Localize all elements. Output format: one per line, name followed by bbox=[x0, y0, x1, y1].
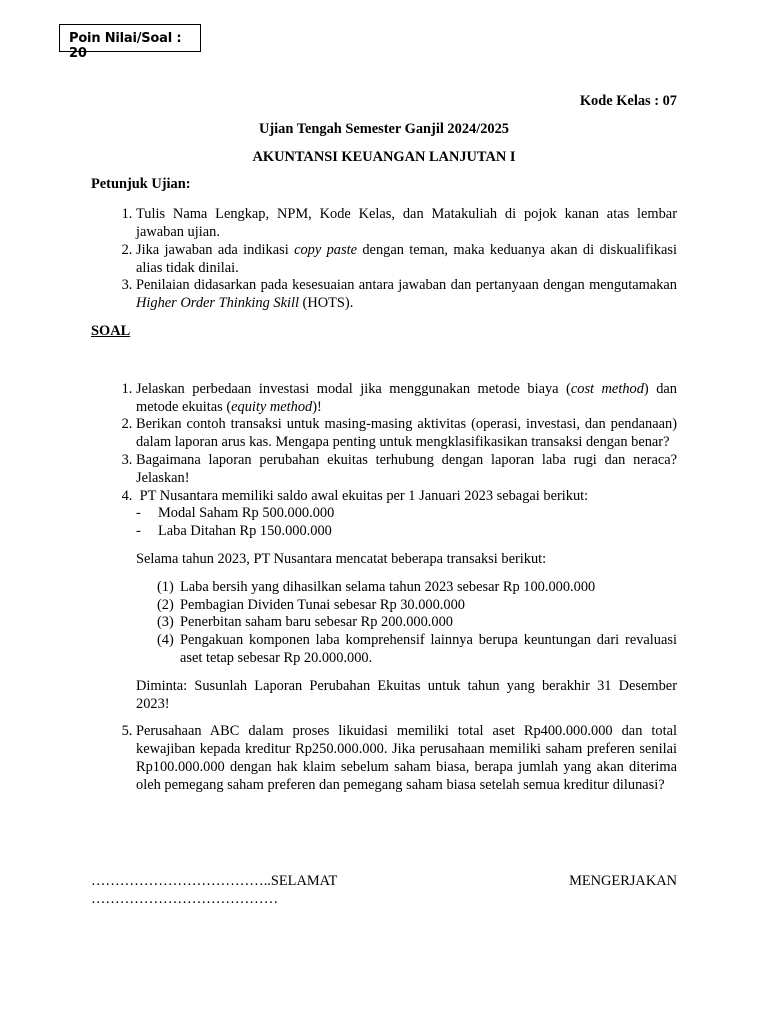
soal-item-4 bbox=[136, 488, 677, 714]
petunjuk-heading: Petunjuk Ujian: bbox=[91, 176, 191, 193]
soal-item-3: 3. Bagaimana laporan perubahan ekuitas terhubung dengan laporan laba rugi dan neraca? Jelaskan! bbox=[136, 452, 677, 488]
transaksi-item: (2) Pembagian Dividen Tunai sebesar Rp 30.000.000 bbox=[157, 596, 465, 613]
soal-item-5: 5. Perusahaan ABC dalam proses likuidasi memiliki total aset Rp400.000.000 dan total kewajiban kepada kreditur Rp250.000.000. Jika perusahaan memiliki saham preferen senilai Rp100.000.000 dengan hak klaim sebelum saham biasa, berapa jumlah yang akan diterima oleh pemegang saham preferen dan pemegang saham biasa setelah semua kreditur dilunasi? bbox=[136, 723, 677, 794]
q4-intro: PT Nusantara memiliki saldo awal ekuitas per 1 Januari 2023 sebagai berikut: bbox=[139, 487, 589, 504]
soal-heading: SOAL bbox=[91, 322, 131, 339]
footer-right: MENGERJAKAN bbox=[569, 873, 677, 889]
footer-dots: ………………………………… bbox=[91, 891, 279, 907]
poin-nilai-box: Poin Nilai/Soal : 20 bbox=[59, 24, 201, 52]
q4-diminta: Diminta: Susunlah Laporan Perubahan Ekuitas untuk tahun yang berakhir 31 Desember 2023! bbox=[136, 677, 677, 712]
soal-item-2: 2. Berikan contoh transaksi untuk masing-masing aktivitas (operasi, investasi, dan pendanaan) dalam laporan arus kas. Mengapa penting untuk mengklasifikasikan transaksi dengan benar? bbox=[136, 416, 677, 452]
petunjuk-list bbox=[91, 206, 677, 313]
exam-title: Ujian Tengah Semester Ganjil 2024/2025 bbox=[259, 120, 509, 137]
saldo-item: - Modal Saham Rp 500.000.000 bbox=[158, 505, 677, 523]
transaksi-item: (4) Pengakuan komponen laba komprehensif lainnya berupa keuntungan dari revaluasi aset tetap sebesar Rp 20.000.000. bbox=[157, 632, 677, 666]
saldo-list bbox=[136, 505, 677, 541]
saldo-item: - Laba Ditahan Rp 150.000.000 bbox=[158, 523, 677, 541]
q4-trans-intro: Selama tahun 2023, PT Nusantara mencatat beberapa transaksi berikut: bbox=[136, 550, 547, 567]
petunjuk-item: 1. Tulis Nama Lengkap, NPM, Kode Kelas, dan Matakuliah di pojok kanan atas lembar jawaban ujian. bbox=[136, 206, 677, 242]
exam-document bbox=[91, 93, 677, 795]
transaksi-item: (3) Penerbitan saham baru sebesar Rp 200.000.000 bbox=[157, 614, 453, 631]
petunjuk-item: 2. Jika jawaban ada indikasi copy paste dengan teman, maka keduanya akan di diskualifikasi alias tidak dinilai. bbox=[136, 242, 677, 278]
soal-list bbox=[91, 381, 677, 795]
kode-kelas: Kode Kelas : 07 bbox=[579, 93, 677, 109]
footer-closing bbox=[91, 872, 677, 908]
petunjuk-item: 3. Penilaian didasarkan pada kesesuaian antara jawaban dan pertanyaan dengan mengutamakan Higher Order Thinking Skill (HOTS). bbox=[136, 277, 677, 313]
transaksi-item: (1) Laba bersih yang dihasilkan selama tahun 2023 sebesar Rp 100.000.000 bbox=[157, 578, 596, 595]
transaksi-list bbox=[136, 579, 677, 668]
course-title: AKUNTANSI KEUANGAN LANJUTAN I bbox=[252, 148, 516, 165]
soal-item-1: 1. Jelaskan perbedaan investasi modal jika menggunakan metode biaya (cost method) dan metode ekuitas (equity method)! bbox=[136, 381, 677, 417]
footer-left: ………………………………..SELAMAT bbox=[91, 873, 338, 889]
